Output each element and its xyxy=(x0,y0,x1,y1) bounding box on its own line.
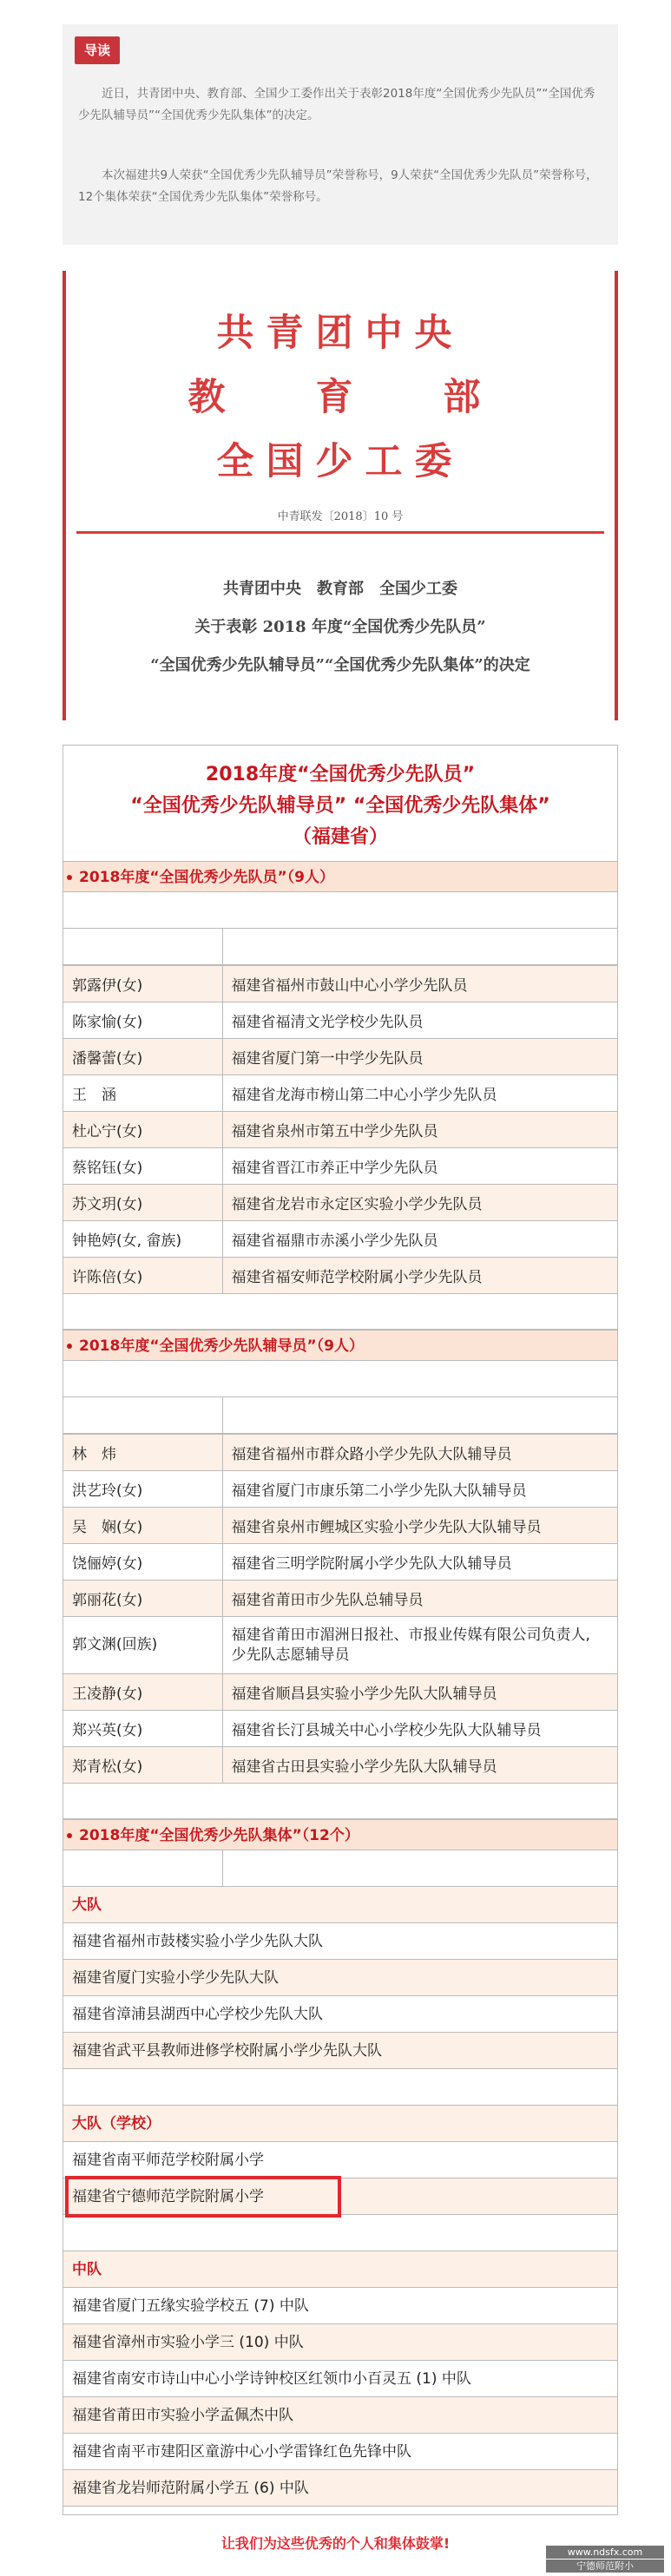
members-table xyxy=(63,965,617,1294)
table-row xyxy=(63,1617,617,1674)
counselor-name: 吴 娴(女) xyxy=(63,1508,222,1544)
table-row xyxy=(63,1674,617,1711)
spacer-row xyxy=(63,1361,617,1397)
counselors-table xyxy=(63,1434,617,1784)
doc-head-ministry xyxy=(66,368,615,421)
section-members xyxy=(63,861,617,892)
document-header xyxy=(62,271,618,720)
counselor-unit: 福建省泉州市鲤城区实验小学少先队大队辅导员 xyxy=(222,1508,617,1544)
table-row xyxy=(63,1471,617,1508)
doc-number: 中青联发〔2018〕10 号 xyxy=(277,510,404,523)
award-title-1: 2018年度“全国优秀少先队员” xyxy=(205,764,476,785)
member-unit: 福建省厦门第一中学少先队员 xyxy=(222,1039,617,1075)
member-name: 许陈倍(女) xyxy=(63,1258,222,1294)
list-item: 福建省南平市建阳区童游中心小学雷锋红色先锋中队 xyxy=(63,2434,617,2470)
table-row xyxy=(63,1039,617,1075)
table-row xyxy=(63,1435,617,1471)
doc-divider xyxy=(76,531,604,534)
doc-subtitle-2: 关于表彰 2018 年度“全国优秀少先队员” xyxy=(194,618,486,636)
list-item: 福建省武平县教师进修学校附属小学少先队大队 xyxy=(63,2033,617,2069)
member-unit: 福建省龙岩市永定区实验小学少先队员 xyxy=(222,1185,617,1221)
spacer-row xyxy=(63,1850,617,1887)
member-unit: 福建省福安师范学校附属小学少先队员 xyxy=(222,1258,617,1294)
counselor-unit: 福建省长汀县城关中心小学校少先队大队辅导员 xyxy=(222,1711,617,1747)
list-item: 福建省莆田市实验小学孟佩杰中队 xyxy=(63,2397,617,2434)
counselor-unit: 福建省三明学院附属小学少先队大队辅导员 xyxy=(222,1544,617,1580)
counselor-unit: 福建省莆田市湄洲日报社、市报业传媒有限公司负责人, 少先队志愿辅导员 xyxy=(222,1617,617,1674)
section-counselors xyxy=(63,1330,617,1361)
doc-subtitle-3: “全国优秀少先队辅导员”“全国优秀少先队集体”的决定 xyxy=(150,656,530,674)
spacer-row xyxy=(63,1783,617,1819)
footer-applause: 让我们为这些优秀的个人和集体鼓掌! xyxy=(220,2535,451,2552)
section-collectives-label: 2018年度“全国优秀少先队集体”（12个） xyxy=(79,1827,359,1844)
table-row xyxy=(63,966,617,1002)
table-row xyxy=(63,1002,617,1039)
table-row xyxy=(63,1112,617,1148)
counselor-name: 林 炜 xyxy=(63,1435,222,1471)
counselor-name: 饶俪婷(女) xyxy=(63,1544,222,1580)
member-name: 陈家愉(女) xyxy=(63,1002,222,1039)
member-name: 郭露伊(女) xyxy=(63,966,222,1002)
doc-head-ministry-char-2: 育 xyxy=(315,376,365,419)
category-brigade: 大队 xyxy=(63,1887,617,1923)
list-item: 福建省漳州市实验小学三 (10) 中队 xyxy=(63,2324,617,2361)
bullet-icon xyxy=(67,1344,72,1349)
watermark-url: www.ndsfx.com xyxy=(546,2546,664,2559)
award-table xyxy=(62,745,618,2515)
spacer-row xyxy=(63,2215,617,2251)
counselor-name: 王凌静(女) xyxy=(63,1674,222,1711)
table-row xyxy=(63,1711,617,1747)
member-name: 蔡铭钰(女) xyxy=(63,1148,222,1185)
spacer-row xyxy=(63,1397,617,1434)
member-name: 王 涵 xyxy=(63,1075,222,1112)
table-row xyxy=(63,1258,617,1294)
award-title-2: “全国优秀少先队辅导员” “全国优秀少先队集体” xyxy=(130,795,550,817)
counselor-unit: 福建省福州市群众路小学少先队大队辅导员 xyxy=(222,1435,617,1471)
counselor-name: 郭文渊(回族) xyxy=(63,1617,222,1674)
list-item: 福建省南安市诗山中心小学诗钟校区红领巾小百灵五 (1) 中队 xyxy=(63,2361,617,2397)
spacer-row xyxy=(63,929,617,965)
counselor-unit: 福建省莆田市少先队总辅导员 xyxy=(222,1580,617,1617)
counselor-unit: 福建省厦门市康乐第二小学少先队大队辅导员 xyxy=(222,1471,617,1508)
table-row xyxy=(63,1544,617,1580)
member-unit: 福建省龙海市榜山第二中心小学少先队员 xyxy=(222,1075,617,1112)
table-row xyxy=(63,1747,617,1784)
member-unit: 福建省福州市鼓山中心小学少先队员 xyxy=(222,966,617,1002)
counselor-name: 郑兴英(女) xyxy=(63,1711,222,1747)
counselor-name: 洪艺玲(女) xyxy=(63,1471,222,1508)
list-item: 福建省厦门实验小学少先队大队 xyxy=(63,1960,617,1996)
member-unit: 福建省泉州市第五中学少先队员 xyxy=(222,1112,617,1148)
table-row xyxy=(63,1221,617,1258)
table-row xyxy=(63,1075,617,1112)
intro-paragraph-2: 本次福建共9人荣获“全国优秀少先队辅导员”荣誉称号，9人荣获“全国优秀少先队员”荣誉称号，12个集体荣获“全国优秀少先队集体”荣誉称号。 xyxy=(78,168,598,204)
member-unit: 福建省福清文光学校少先队员 xyxy=(222,1002,617,1039)
section-members-label: 2018年度“全国优秀少先队员”（9人） xyxy=(79,869,334,886)
counselor-unit: 福建省顺昌县实验小学少先队大队辅导员 xyxy=(222,1674,617,1711)
list-item: 福建省漳浦县湖西中心学校少先队大队 xyxy=(63,1996,617,2033)
bullet-icon xyxy=(67,1833,72,1838)
intro-tag: 导读 xyxy=(75,36,120,64)
section-collectives xyxy=(63,1819,617,1850)
table-row xyxy=(63,1508,617,1544)
table-row xyxy=(63,1185,617,1221)
table-row xyxy=(63,1580,617,1617)
spacer-row xyxy=(63,1293,617,1330)
bullet-icon xyxy=(67,875,72,880)
list-item: 福建省南平师范学校附属小学 xyxy=(63,2142,617,2178)
counselor-unit: 福建省古田县实验小学少先队大队辅导员 xyxy=(222,1747,617,1784)
intro-paragraph-1: 近日，共青团中央、教育部、全国少工委作出关于表彰2018年度“全国优秀少先队员”“全国优秀少先队辅导员”“全国优秀少先队集体”的决定。 xyxy=(78,87,595,122)
doc-head-pioneers-committee: 全国少工委 xyxy=(216,440,464,483)
highlight-box xyxy=(65,2176,341,2218)
member-unit: 福建省福鼎市赤溪小学少先队员 xyxy=(222,1221,617,1258)
member-name: 潘馨蕾(女) xyxy=(63,1039,222,1075)
member-name: 苏文玥(女) xyxy=(63,1185,222,1221)
doc-head-ministry-char-3: 部 xyxy=(443,376,493,419)
doc-head-youth-league: 共青团中央 xyxy=(216,312,464,355)
spacer-row xyxy=(63,892,617,929)
member-unit: 福建省晋江市养正中学少先队员 xyxy=(222,1148,617,1185)
member-name: 钟艳婷(女, 畲族) xyxy=(63,1221,222,1258)
award-title-3: （福建省） xyxy=(292,826,388,848)
doc-head-ministry-char-1: 教 xyxy=(187,376,238,419)
section-counselors-label: 2018年度“全国优秀少先队辅导员”（9人） xyxy=(79,1337,364,1355)
list-item: 福建省宁德师范学院附属小学 xyxy=(63,2178,617,2215)
counselor-name: 郭丽花(女) xyxy=(63,1580,222,1617)
table-row xyxy=(63,1148,617,1185)
list-item: 福建省福州市鼓楼实验小学少先队大队 xyxy=(63,1923,617,1960)
spacer-row xyxy=(63,2069,617,2106)
intro-box xyxy=(62,24,618,245)
doc-subtitle-1: 共青团中央 教育部 全国少工委 xyxy=(223,580,457,598)
category-brigade-school: 大队（学校） xyxy=(63,2106,617,2142)
watermark-school: 宁德师范附小 xyxy=(546,2560,664,2573)
member-name: 杜心宁(女) xyxy=(63,1112,222,1148)
counselor-name: 郑青松(女) xyxy=(63,1747,222,1784)
list-item: 福建省龙岩师范附属小学五 (6) 中队 xyxy=(63,2470,617,2507)
list-item: 福建省厦门五缘实验学校五 (7) 中队 xyxy=(63,2288,617,2324)
category-squad: 中队 xyxy=(63,2251,617,2288)
